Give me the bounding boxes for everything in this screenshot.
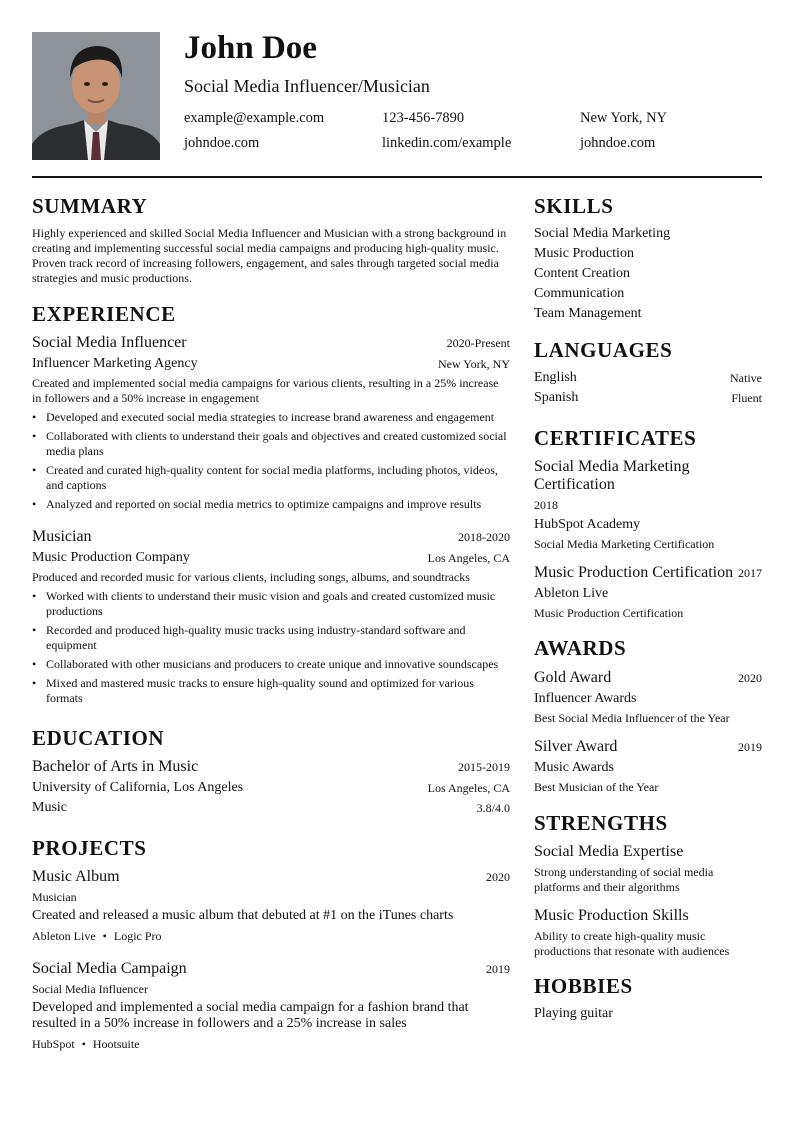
project-year: 2019 [486, 962, 510, 976]
award-year: 2020 [738, 671, 762, 685]
education-gpa: 3.8/4.0 [476, 801, 510, 815]
certificate-name: Social Media Marketing Certification [534, 458, 690, 493]
hobby-item: Playing guitar [534, 1006, 613, 1021]
education-heading: EDUCATION [32, 726, 165, 750]
skill-item: Communication [534, 286, 625, 301]
job-bullet: • Analyzed and reported on social media metrics to optimize campaigns and improve results [32, 497, 510, 512]
award-issuer: Music Awards [534, 760, 614, 775]
website-link[interactable]: johndoe.com [184, 135, 260, 151]
job-bullet: • Developed and executed social media strategies to increase brand awareness and engagement [32, 410, 510, 425]
award-name: Silver Award [534, 738, 618, 755]
tool-separator: • [81, 1037, 86, 1051]
job-description: Created and implemented social media campaigns for various clients, resulting in a 25% increase in followers and a 50% increase in engagement [32, 376, 499, 405]
project-tool: Logic Pro [113, 929, 162, 943]
header-divider [32, 176, 762, 178]
project-description: Developed and implemented a social media campaign for a fashion brand that resulted in a 50% increase in followers and a 25% increase in sales [32, 1000, 469, 1031]
language-level: Native [730, 371, 762, 385]
hobbies-heading: HOBBIES [534, 974, 633, 998]
strength-name: Music Production Skills [534, 907, 689, 924]
skill-item: Social Media Marketing [534, 226, 671, 241]
job-dates: 2020-Present [446, 336, 510, 350]
linkedin-link[interactable]: linkedin.com/example [382, 135, 512, 151]
strength-description: Strong understanding of social media platforms and their algorithms [534, 865, 714, 894]
certificate-issuer: Ableton Live [534, 586, 609, 601]
skill-item: Team Management [534, 306, 642, 321]
project-tool: Hootsuite [92, 1037, 140, 1051]
job-bullet-list [32, 410, 510, 516]
job-bullet: • Collaborated with clients to understand their goals and objectives and created customized social media plans [32, 429, 510, 459]
skill-item: Content Creation [534, 266, 631, 281]
award-name: Gold Award [534, 669, 612, 686]
website-link-secondary[interactable]: johndoe.com [580, 135, 656, 151]
language-name: English [534, 370, 577, 385]
summary-heading: SUMMARY [32, 194, 148, 218]
certificate-name: Music Production Certification [534, 564, 734, 581]
project-tools [32, 1037, 140, 1052]
job-dates: 2018-2020 [458, 530, 510, 544]
certificate-year: 2018 [534, 498, 558, 512]
award-year: 2019 [738, 740, 762, 754]
certificate-description: Social Media Marketing Certification [534, 537, 715, 551]
certificate-issuer: HubSpot Academy [534, 517, 641, 532]
project-title: Music Album [32, 868, 120, 885]
job-role: Musician [32, 528, 92, 545]
job-company: Influencer Marketing Agency [32, 356, 198, 371]
job-location: Los Angeles, CA [427, 551, 510, 565]
award-issuer: Influencer Awards [534, 691, 637, 706]
project-year: 2020 [486, 870, 510, 884]
education-field: Music [32, 800, 67, 815]
language-name: Spanish [534, 390, 579, 405]
tool-separator: • [102, 929, 107, 943]
awards-heading: AWARDS [534, 636, 627, 660]
projects-heading: PROJECTS [32, 836, 147, 860]
project-title: Social Media Campaign [32, 960, 187, 977]
project-role: Musician [32, 890, 77, 904]
experience-heading: EXPERIENCE [32, 302, 176, 326]
job-role: Social Media Influencer [32, 334, 187, 351]
job-bullet: • Created and curated high-quality content for social media platforms, including photos, videos, and captions [32, 463, 510, 493]
languages-heading: LANGUAGES [534, 338, 673, 362]
email-link[interactable]: example@example.com [184, 110, 325, 126]
certificates-heading: CERTIFICATES [534, 426, 697, 450]
portrait-image [32, 32, 160, 160]
job-bullet: • Recorded and produced high-quality music tracks using industry-standard software and equipment [32, 623, 510, 653]
profile-photo [32, 32, 160, 160]
project-role: Social Media Influencer [32, 982, 148, 996]
strengths-heading: STRENGTHS [534, 811, 668, 835]
award-description: Best Social Media Influencer of the Year [534, 711, 730, 725]
award-description: Best Musician of the Year [534, 780, 659, 794]
job-location: New York, NY [437, 357, 510, 371]
job-bullet: • Worked with clients to understand their music vision and goals and created customized music productions [32, 589, 510, 619]
skills-heading: SKILLS [534, 194, 614, 218]
job-bullet: • Collaborated with other musicians and producers to create unique and innovative soundscapes [32, 657, 510, 672]
job-company: Music Production Company [32, 550, 190, 565]
job-bullet: • Mixed and mastered music tracks to ensure high-quality sound and optimized for various formats [32, 676, 510, 706]
project-tool: HubSpot [32, 1037, 75, 1051]
education-school: University of California, Los Angeles [32, 780, 244, 795]
project-description: Created and released a music album that debuted at #1 on the iTunes charts [32, 908, 454, 923]
strength-description: Ability to create high-quality music productions that resonate with audiences [534, 929, 730, 958]
certificate-year: 2017 [738, 566, 762, 580]
project-tools [32, 929, 162, 944]
summary-text: Highly experienced and skilled Social Media Influencer and Musician with a strong background in creating and implementing successful social media campaigns and producing high-quality music. Proven track record of increasing followers, engagement, and sales through targeted social media strategies and music productions. [32, 226, 507, 285]
education-dates: 2015-2019 [458, 760, 510, 774]
project-tool: Ableton Live [32, 929, 96, 943]
language-level: Fluent [731, 391, 762, 405]
candidate-title: Social Media Influencer/Musician [184, 76, 430, 96]
strength-name: Social Media Expertise [534, 843, 684, 860]
candidate-name: John Doe [184, 30, 317, 66]
job-description: Produced and recorded music for various clients, including songs, albums, and soundtracks [32, 570, 470, 584]
job-bullet-list [32, 589, 510, 710]
education-location: Los Angeles, CA [427, 781, 510, 795]
location-text: New York, NY [580, 110, 668, 126]
education-degree: Bachelor of Arts in Music [32, 758, 199, 775]
phone-number: 123-456-7890 [382, 110, 465, 126]
certificate-description: Music Production Certification [534, 606, 684, 620]
skill-item: Music Production [534, 246, 634, 261]
